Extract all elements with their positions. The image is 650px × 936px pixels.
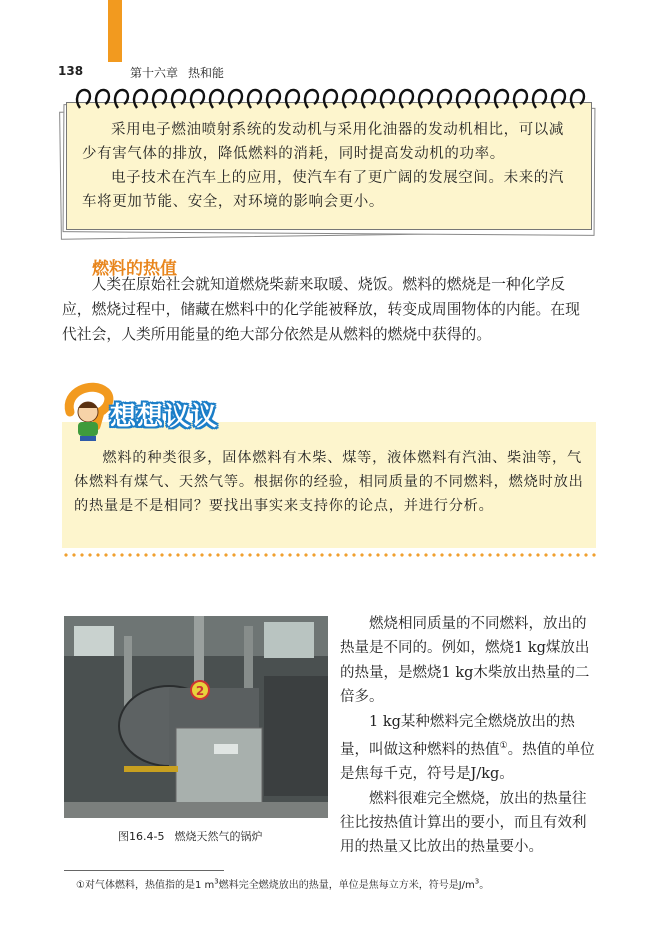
spiral-ring-icon [514,90,527,108]
spiral-ring-icon [343,90,356,108]
note-paragraph: 电子技术在汽车上的应用，使汽车有了更广阔的发展空间。未来的汽车将更加节能、安全，对环境的影响会更小。 [82,170,564,210]
heat-value-definition: 1 kg某种燃料完全燃烧放出的热量，叫做这种燃料的热值 [340,713,575,758]
chapter-heading [130,64,224,81]
spiral-ring-icon [400,90,413,108]
page-number: 138 [58,64,84,78]
discussion-paragraph: 燃料的种类很多，固体燃料有木柴、煤等，液体燃料有汽油、柴油等，气体燃料有煤气、天然气等。根据你的经验，相同质量的不同燃料，燃烧时放出的热量是不是相同？要找出事实来支持你的论点，并进行分析。 [74,450,584,514]
heat-value-unit: 。热值的单位是焦每千克，符号是J/kg。 [340,741,595,783]
spiral-ring-icon [324,90,337,108]
figure-caption [118,828,262,844]
footnote-ref[interactable]: ① [499,741,508,752]
spiral-ring-icon [191,90,204,108]
body-text [340,612,598,860]
section-body [62,272,594,347]
spiral-ring-icon [248,90,261,108]
dotted-divider [62,553,596,557]
footnote-text: 燃料完全燃烧放出的热量，单位是焦每立方米，符号是J/m [218,880,475,891]
spiral-ring-icon [134,90,147,108]
spiral-ring-icon [457,90,470,108]
spiral-ring-icon [438,90,451,108]
spiral-ring-icon [476,90,489,108]
figure-marker: 2 [195,684,205,698]
body-paragraph: 燃料很难完全燃烧，放出的热量往往比按热值计算出的要小，而且有效利用的热量又比放出的热量要小。 [340,790,587,856]
figure-label: 图16.4-5 [118,830,165,843]
spiral-ring-icon [533,90,546,108]
footnote-text: 。 [479,880,490,891]
footnote [76,876,596,891]
footnote-divider [64,870,224,871]
spiral-ring-icon [362,90,375,108]
discussion-title: 想想议议 [110,402,219,432]
spiral-ring-icon [381,90,394,108]
spiral-ring-icon [153,90,166,108]
spiral-ring-icon [305,90,318,108]
body-paragraph [340,710,598,787]
chapter-title: 热和能 [188,66,225,80]
chapter-number: 第十六章 [130,66,179,80]
footnote-superscript: 3 [214,877,219,886]
chapter-tab-marker [108,0,122,62]
spiral-ring-icon [229,90,242,108]
note-text [82,118,578,214]
spiral-ring-icon [77,90,90,108]
spiral-ring-icon [419,90,432,108]
spiral-ring-icon [172,90,185,108]
footnote-superscript: 3 [474,877,480,886]
spiral-ring-icon [267,90,280,108]
section-paragraph: 人类在原始社会就知道燃烧柴薪来取暖、烧饭。燃料的燃烧是一种化学反应，燃烧过程中，储藏在燃料中的化学能被释放，转变成周围物体的内能。在现代社会，人类所用能量的绝大部分依然是从燃料的燃烧中获得的。 [62,276,580,343]
boiler-photo [64,616,328,818]
spiral-ring-icon [115,90,128,108]
discussion-text [74,446,588,518]
body-paragraph: 燃烧相同质量的不同燃料，放出的热量是不同的。例如，燃烧1 kg煤放出的热量，是燃烧1 kg木柴放出热量的二倍多。 [340,616,590,706]
spiral-ring-icon [210,90,223,108]
spiral-ring-icon [495,90,508,108]
footnote-text: ①对气体燃料，热值指的是1 m [76,880,215,891]
note-paragraph: 采用电子燃油喷射系统的发动机与采用化油器的发动机相比，可以减少有害气体的排放，降低燃料的消耗，同时提高发动机的功率。 [82,122,564,162]
spiral-ring-icon [571,90,584,108]
spiral-ring-icon [552,90,565,108]
spiral-binding-icon [74,86,594,112]
figure-caption-text: 燃烧天然气的锅炉 [174,830,263,843]
section-title: 燃料的热值 [92,259,177,279]
spiral-ring-icon [286,90,299,108]
spiral-ring-icon [96,90,109,108]
boiler-illustration [64,616,328,818]
